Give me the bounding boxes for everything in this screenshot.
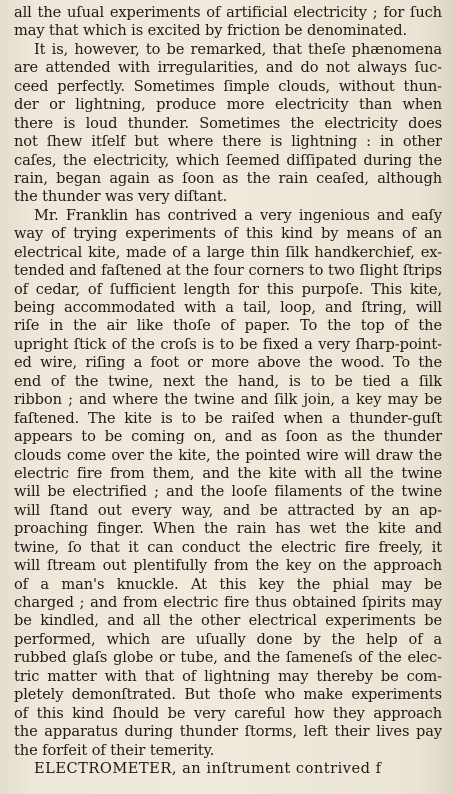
text-line: ELECTROMETER, an inſtrument contrived f	[34, 759, 382, 777]
text-line: of this kind ſhould be very careful how they approach	[14, 704, 442, 722]
text-line: electrical kite, made of a large thin ſilk handkerchief, ex-	[14, 243, 442, 261]
text-line: charged ; and from electric fire thus obtained ſpirits may	[14, 594, 442, 611]
text-line: der or lightning, produce more electricity than when	[14, 96, 442, 114]
text-line: faſtened. The kite is to be raiſed when a thunder-guſt	[14, 409, 442, 427]
text-line: there is loud thunder. Sometimes the electricity does	[14, 114, 442, 132]
text-line: the thunder was very diſtant.	[14, 188, 228, 206]
text-line: being accommodated with a tail, loop, and ſtring, will	[14, 299, 442, 316]
text-line: end of the twine, next the hand, is to be tied a ſilk	[14, 372, 442, 390]
page-text	[14, 4, 442, 778]
text-line: ribbon ; and where the twine and ſilk join, a key may be	[14, 391, 442, 409]
text-line: tric matter with that of lightning may thereby be com-	[14, 667, 442, 685]
text-line: rain, began again as ſoon as the rain ceaſed, although	[14, 169, 442, 187]
text-line: pletely demonſtrated. But thoſe who make experiments	[14, 686, 442, 704]
text-line: will be electrified ; and the looſe filaments of the twine	[14, 483, 442, 501]
text-line: performed, which are uſually done by the help of a	[14, 630, 442, 648]
text-line: way of trying experiments of this kind by means of an	[14, 225, 442, 243]
text-line: tended and faſtened at the four corners to two ſlight ſtrips	[14, 262, 442, 280]
text-line: electric fire from them, and the kite with all the twine	[14, 464, 442, 482]
text-line: clouds come over the kite, the pointed wire will draw the	[14, 446, 442, 464]
text-line: caſes, the electricity, which ſeemed diſſipated during the	[14, 151, 442, 169]
text-line: the apparatus during thunder ſtorms, left their lives pay	[14, 723, 442, 741]
text-line: rubbed glaſs globe or tube, and the ſameneſs of the elec-	[14, 649, 442, 667]
text-line: may that which is excited by friction be denominated.	[14, 22, 408, 40]
text-line: Mr. Franklin has contrived a very ingenious and eaſy	[34, 206, 442, 224]
text-line: upright ſtick of the croſs is to be fixed a very ſharp-point-	[14, 335, 442, 353]
text-line: the forfeit of their temerity.	[14, 741, 215, 759]
text-line: will ſtand out every way, and be attracted by an ap-	[14, 501, 442, 519]
text-line: ed wire, riſing a foot or more above the wood. To the	[14, 354, 442, 372]
text-line: It is, however, to be remarked, that theſe phænomena	[34, 40, 442, 58]
text-line: of a man's knuckle. At this key the phial may be	[14, 575, 442, 593]
text-line: all the uſual experiments of artificial electricity ; for ſuch	[14, 4, 442, 21]
text-line: appears to be coming on, and as ſoon as the thunder	[14, 428, 442, 446]
text-line: proaching finger. When the rain has wet the kite and	[14, 520, 442, 538]
text-line: are attended with irregularities, and do not always ſuc-	[14, 59, 442, 77]
text-line: will ſtream out plentifully from the key on the approach	[14, 557, 442, 575]
text-line: of cedar, of ſufficient length for this purpoſe. This kite,	[14, 280, 442, 298]
text-line: be kindled, and all the other electrical experiments be	[14, 612, 442, 630]
text-line: ceed perfectly. Sometimes ſimple clouds, without thun-	[14, 77, 442, 95]
text-line: riſe in the air like thoſe of paper. To the top of the	[14, 317, 442, 335]
text-line: twine, ſo that it can conduct the electric fire freely, it	[14, 538, 442, 556]
text-line: not ſhew itſelf but where there is lightning : in other	[14, 133, 442, 151]
